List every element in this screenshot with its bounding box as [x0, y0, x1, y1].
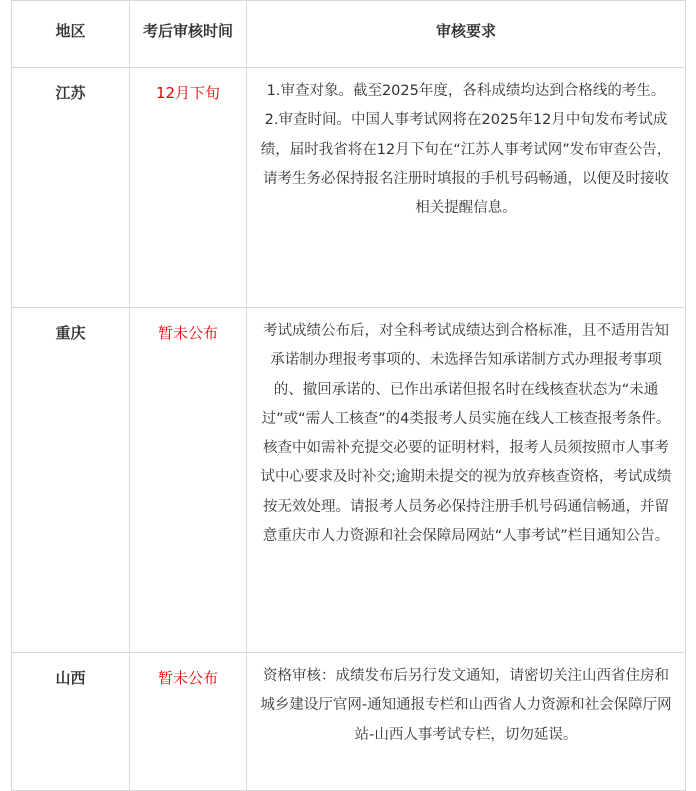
- region-cell: 山西: [12, 653, 130, 791]
- table-row: [12, 68, 686, 308]
- review-time-cell: 12月下旬: [130, 68, 247, 308]
- requirement-paragraph: 2.审查时间。中国人事考试网将在2025年12月中旬发布考试成绩，届时我省将在12月下旬在“江苏人事考试网”发布审查公告，请考生务必保持报名注册时填报的手机号码畅通，以便及时接收相关提醒信息。: [260, 112, 672, 217]
- requirement-paragraph: 考试成绩公布后，对全科考试成绩达到合格标准，且不适用告知承诺制办理报考事项的、未选择告知承诺制方式办理报考事项的、撤回承诺的、已作出承诺但报名时在线核查状态为“未通过”或“需人工核查”的4类报考人员实施在线人工核查报考条件。核查中如需补充提交必要的证明材料，报考人员须按照市人事考试中心要求及时补交;逾期未提交的视为放弃核查资格，考试成绩按无效处理。请报考人员务必保持注册手机号码通信畅通，并留意重庆市人力资源和社会保障局网站“人事考试”栏目通知公告。: [260, 323, 672, 545]
- requirement-paragraph: 1.审查对象。截至2025年度，各科成绩均达到合格线的考生。: [266, 83, 666, 99]
- table-row: [12, 653, 686, 791]
- review-time-cell: 暂未公布: [130, 308, 247, 653]
- requirements-cell: [247, 308, 686, 653]
- header-requirements: 审核要求: [247, 1, 686, 68]
- review-time-cell: 暂未公布: [130, 653, 247, 791]
- header-review-time: 考后审核时间: [130, 1, 247, 68]
- table-row: [12, 308, 686, 653]
- requirements-cell: [247, 68, 686, 308]
- region-cell: 江苏: [12, 68, 130, 308]
- table-header-row: [12, 1, 686, 68]
- header-region: 地区: [12, 1, 130, 68]
- exam-review-table: [11, 0, 686, 791]
- requirement-paragraph: 资格审核：成绩发布后另行发文通知，请密切关注山西省住房和城乡建设厅官网-通知通报专栏和山西省人力资源和社会保障厅网站-山西人事考试专栏，切勿延误。: [260, 668, 672, 743]
- region-cell: 重庆: [12, 308, 130, 653]
- requirements-cell: [247, 653, 686, 791]
